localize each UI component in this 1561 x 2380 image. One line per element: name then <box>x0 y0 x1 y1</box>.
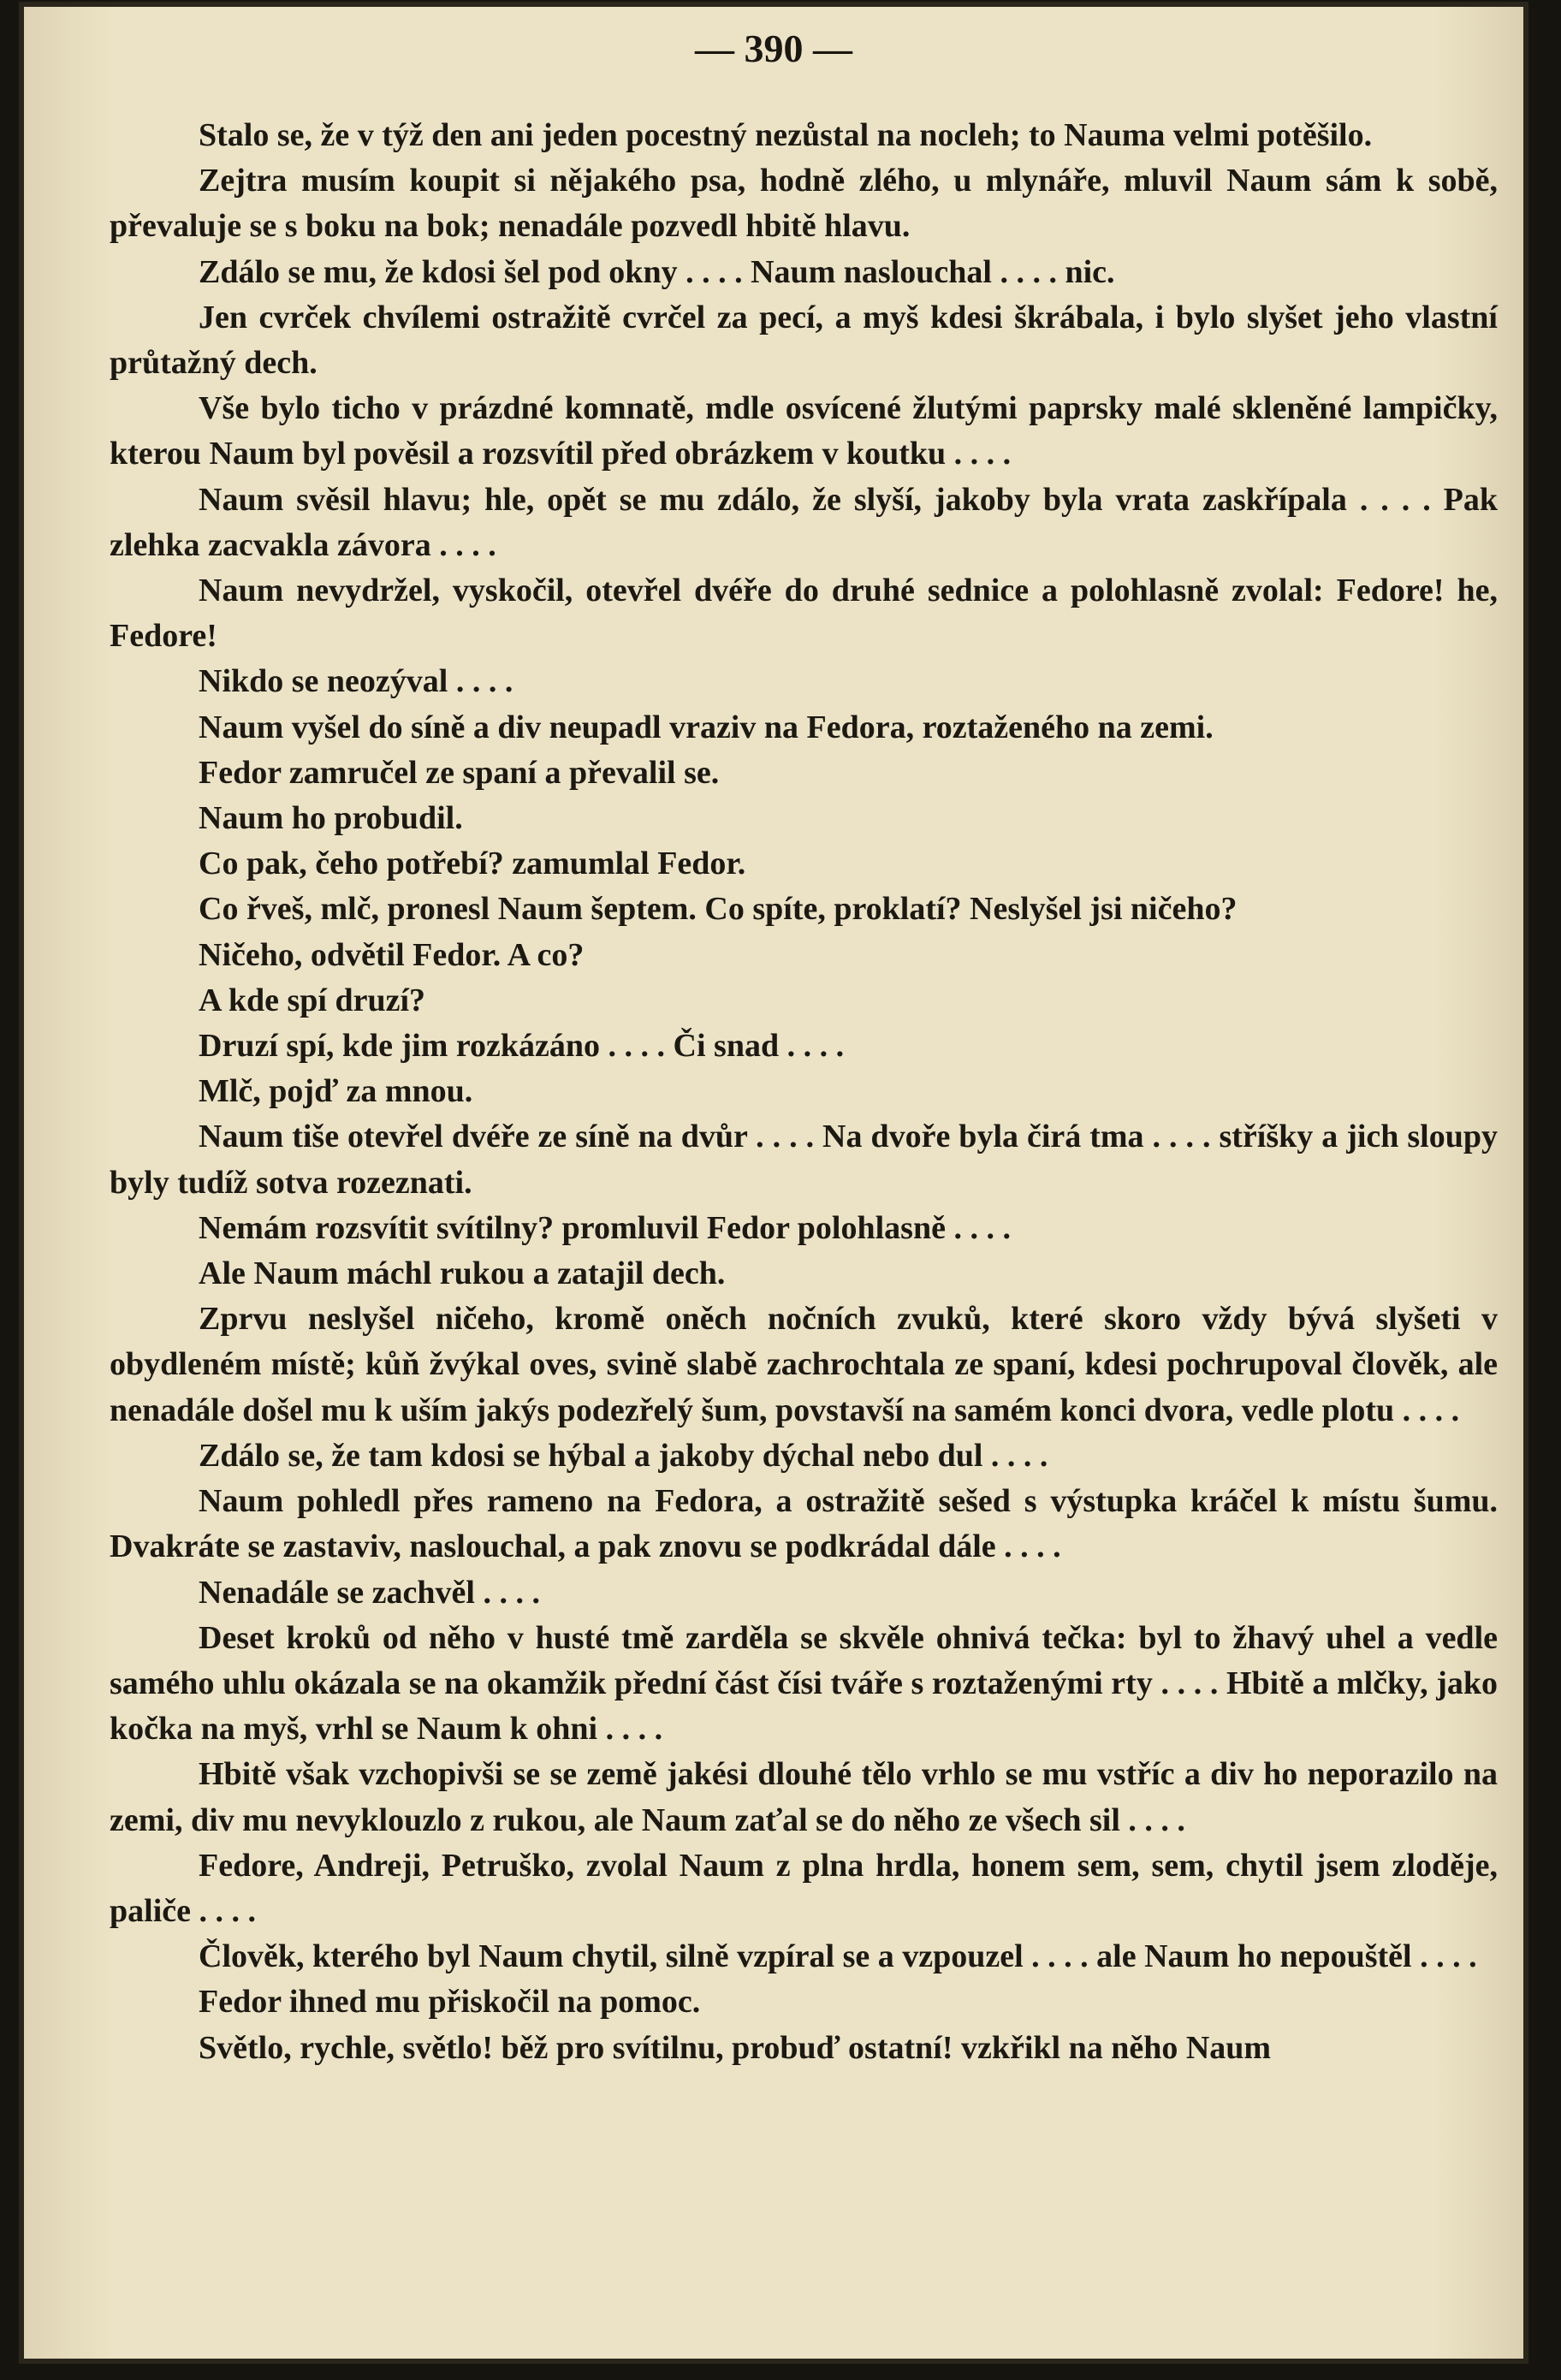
paragraph: Zdálo se mu, že kdosi šel pod okny . . . . Naum naslouchal . . . . nic. <box>199 253 1115 290</box>
paragraph: Fedor ihned mu přiskočil na pomoc. <box>199 1984 701 2021</box>
paragraph: Člověk, kterého byl Naum chytil, silně vzpíral se a vzpouzel . . . . ale Naum ho nepouštěl . . . . <box>199 1938 1477 1975</box>
paragraph: Naum pohledl přes rameno na Fedora, a ostražitě sešed s výstupka kráčel k místu šumu. Dvakráte se zastaviv, naslouchal, a pak znovu se podkrádal dále . . . . <box>110 1483 1498 1565</box>
paragraph: Naum vyšel do síně a div neupadl vraziv na Fedora, roztaženého na zemi. <box>199 709 1214 745</box>
paragraph: Nikdo se neozýval . . . . <box>199 663 513 700</box>
paragraph: Deset kroků od něho v husté tmě zarděla se skvěle ohnivá tečka: byl to žhavý uhel a vedle samého uhlu okázala se na okamžik přední část čísi tváře s roztaženými rty . . . . Hbitě a mlčky, jako kočka na myš, vrhl se Naum k ohni . . . . <box>110 1619 1498 1748</box>
paragraph: A kde spí druzí? <box>199 982 426 1018</box>
paragraph: Naum ho probudil. <box>199 800 463 837</box>
paragraph: Naum nevydržel, vyskočil, otevřel dvéře do druhé sednice a polohlasně zvolal: Fedore! he, Fedore! <box>110 573 1498 655</box>
paragraph: Co řveš, mlč, pronesl Naum šeptem. Co spíte, proklatí? Neslyšel jsi ničeho? <box>199 891 1238 928</box>
paragraph: Jen cvrček chvílemi ostražitě cvrčel za pecí, a myš kdesi škrábala, i bylo slyšet jeho vlastní průtažný dech. <box>110 299 1498 382</box>
body-text <box>110 113 1498 2071</box>
paragraph: Hbitě však vzchopivši se se země jakési dlouhé tělo vrhlo se mu vstříc a div ho neporazilo na zemi, div mu nevyklouzlo z rukou, ale Naum zaťal se do něho ze všech sil . . . . <box>110 1756 1498 1838</box>
paragraph: Co pak, čeho potřebí? zamumlal Fedor. <box>199 846 746 882</box>
paragraph: Světlo, rychle, světlo! běž pro svítilnu, probuď ostatní! vzkřikl na něho Naum <box>199 2029 1272 2066</box>
book-page <box>24 7 1523 2359</box>
paragraph: Zprvu neslyšel ničeho, kromě oněch nočních zvuků, které skoro vždy bývá slyšeti v obydleném místě; kůň žvýkal oves, svině slabě zachrochtala ze spaní, kdesi pochrupoval člověk, ale nenadále došel mu k uším jakýs podezřelý šum, povstavší na samém konci dvora, vedle plotu . . . . <box>110 1301 1498 1428</box>
paragraph: Nemám rozsvítit svítilny? promluvil Fedor polohlasně . . . . <box>199 1209 1011 1246</box>
paragraph: Zejtra musím koupit si nějakého psa, hodně zlého, u mlynáře, mluvil Naum sám k sobě, převaluje se s boku na bok; nenadále pozvedl hbitě hlavu. <box>110 163 1498 245</box>
paragraph: Mlč, pojď za mnou. <box>199 1073 473 1110</box>
paragraph: Fedor zamručel ze spaní a převalil se. <box>199 754 720 791</box>
paragraph: Ale Naum máchl rukou a zatajil dech. <box>199 1255 726 1292</box>
paragraph: Fedore, Andreji, Petruško, zvolal Naum z plna hrdla, honem sem, sem, chytil jsem zloděje, paliče . . . . <box>110 1847 1498 1929</box>
paragraph: Zdálo se, že tam kdosi se hýbal a jakoby dýchal nebo dul . . . . <box>199 1437 1048 1474</box>
paragraph: Naum svěsil hlavu; hle, opět se mu zdálo, že slyší, jakoby byla vrata zaskřípala . . . . Pak zlehka zacvakla závora . . . . <box>110 481 1498 563</box>
paragraph: Vše bylo ticho v prázdné komnatě, mdle osvícené žlutými paprsky malé skleněné lampičky, kterou Naum byl pověsil a rozsvítil před obrázkem v koutku . . . . <box>110 390 1498 472</box>
paragraph: Naum tiše otevřel dvéře ze síně na dvůr . . . . Na dvoře byla čirá tma . . . . stříšky a jich sloupy byly tudíž sotva rozeznati. <box>110 1119 1498 1201</box>
paragraph: Ničeho, odvětil Fedor. A co? <box>199 936 585 973</box>
page-number: — 390 — <box>695 27 852 70</box>
paragraph: Druzí spí, kde jim rozkázáno . . . . Či snad . . . . <box>199 1028 845 1065</box>
paragraph: Nenadále se zachvěl . . . . <box>199 1574 540 1611</box>
paragraph: Stalo se, že v týž den ani jeden pocestný nezůstal na nocleh; to Nauma velmi potěšilo. <box>199 117 1373 153</box>
